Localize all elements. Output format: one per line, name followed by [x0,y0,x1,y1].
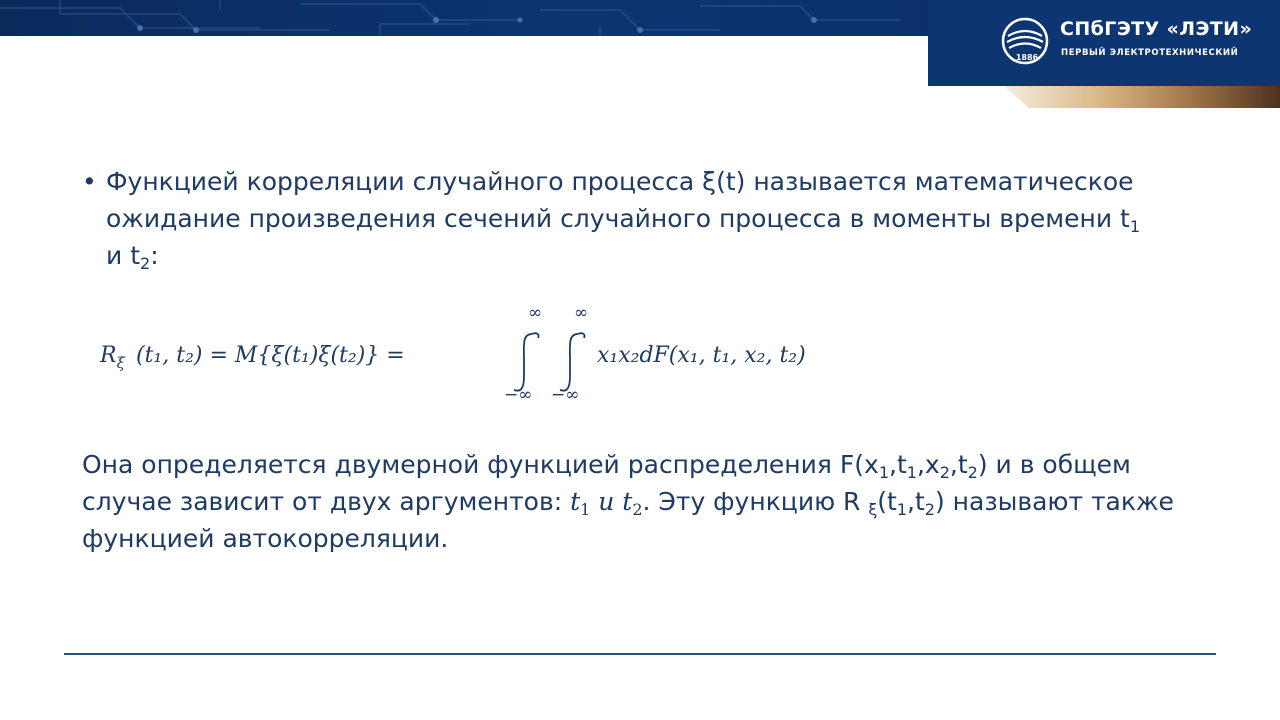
logo-subtitle: ПЕРВЫЙ ЭЛЕКТРОТЕХНИЧЕСКИЙ [1061,48,1239,58]
integral-2-upper: ∞ [574,303,589,323]
bullet-line-2: ожидание произведения сечений случайного процесса в моменты времени $t_1$ [106,204,1141,236]
para-line-1: Она определяется двумерной функцией распределения $F(x_1,t_1,x_2,t_2)$ и в общем [82,450,1131,482]
logo-panel [928,0,1280,86]
logo-title: СПбГЭТУ «ЛЭТИ» [1060,18,1253,40]
integral-2-lower: −∞ [551,385,580,405]
math-t1: $t_1$ [570,487,591,519]
para-line-3: функцией автокорреляции. [82,524,449,553]
formula-lhs: $R_\xi$ [100,343,125,372]
footer-divider [64,653,1216,655]
integral-2-sign [560,334,578,391]
logo-year: 1886 [1015,53,1039,62]
university-emblem-icon [1000,16,1050,66]
integral-1-lower: −∞ [504,385,533,405]
bullet-text [106,163,1206,274]
gold-accent-strip [1004,86,1280,108]
explanation-paragraph [82,446,1212,557]
bullet-line-3: и $t_2$: [106,241,159,273]
formula-svg [100,300,900,410]
math-t2: $t_2$ [622,487,643,519]
integral-1-sign [514,334,532,391]
formula-integrand: x₁x₂dF(x₁, t₁, x₂, t₂) [597,343,806,368]
para-line-2: случае зависит от двух аргументов: $t_1$ и $t_2$. Эту функцию R $_\xi(t_1,t_2)$ называют также [82,487,1174,519]
integral-1-upper: ∞ [528,303,543,323]
bullet-marker: • [82,167,97,196]
bullet-line-1: Функцией корреляции случайного процесса ξ(t) называется математическое [106,167,1134,196]
correlation-formula [100,300,900,410]
formula-args: (t₁, t₂) = M{ξ(t₁)ξ(t₂)} = [136,343,405,368]
